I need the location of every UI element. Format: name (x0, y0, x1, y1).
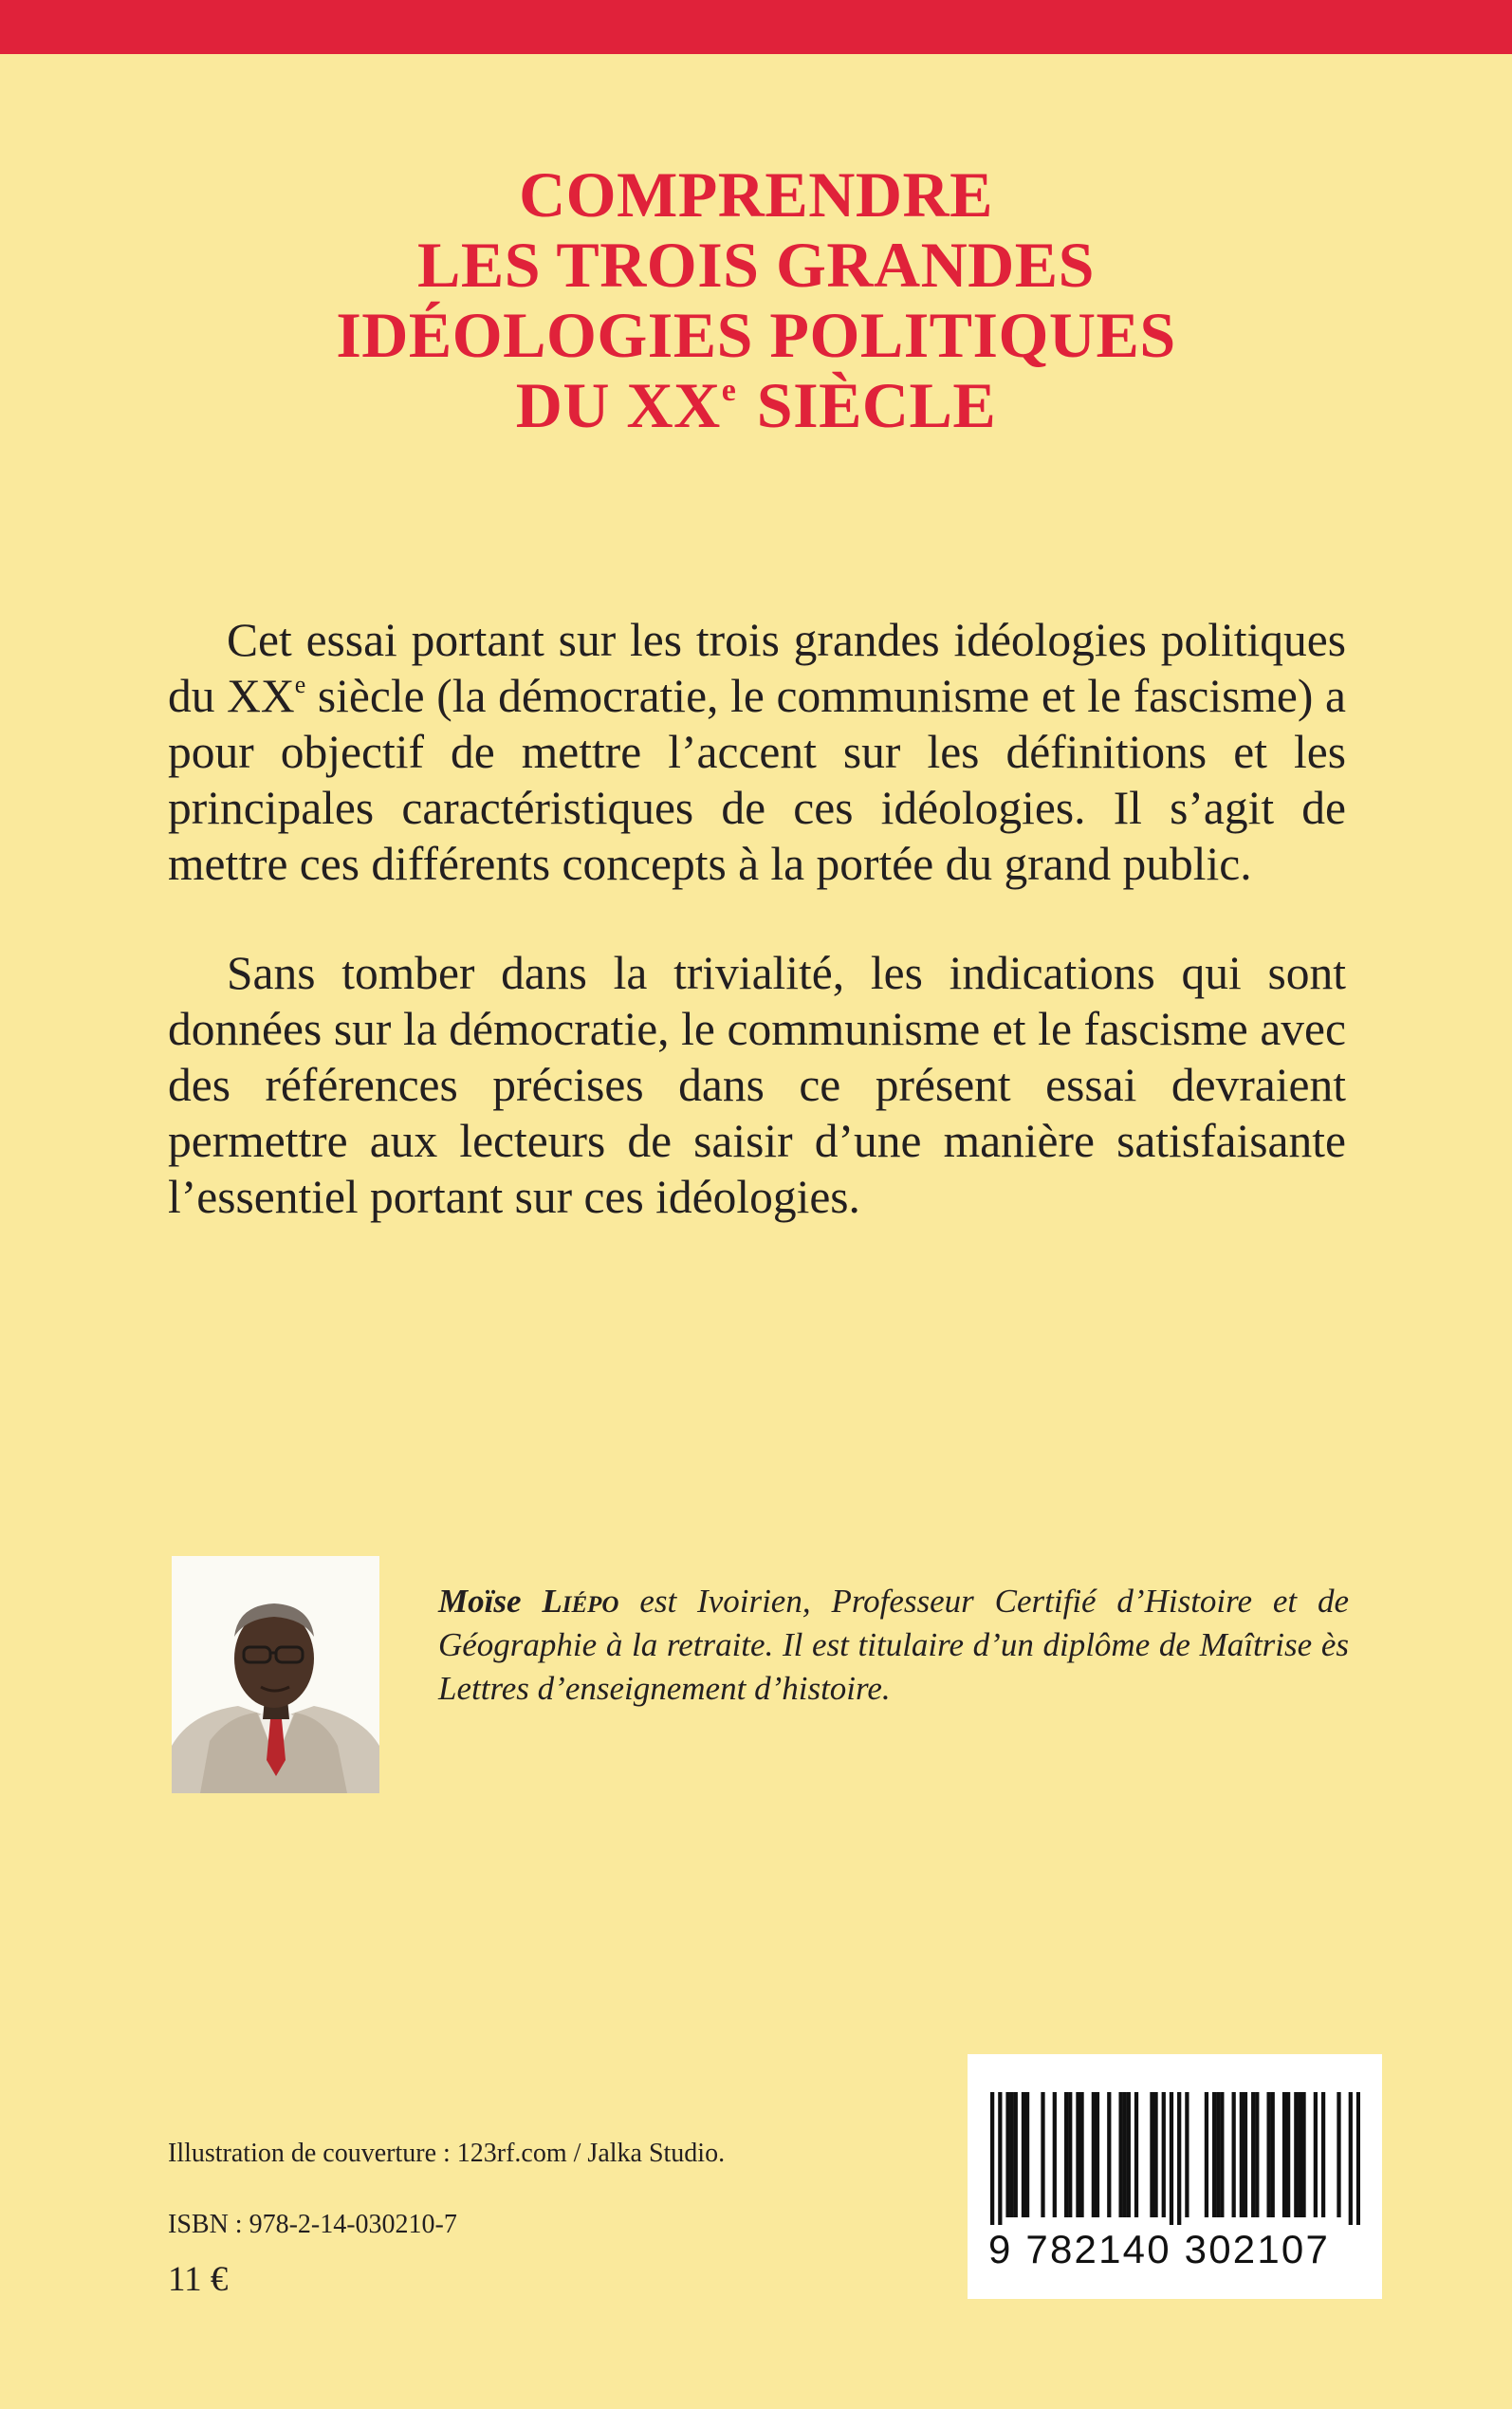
barcode-bar (1064, 2092, 1068, 2217)
barcode-bar (1298, 2092, 1301, 2217)
barcode-bar (1244, 2092, 1247, 2217)
barcode-bar (1134, 2092, 1138, 2217)
barcode-bar (1170, 2092, 1173, 2225)
author-bio-body: est Ivoirien, Professeur Certifié d’Histoire et de Géographie à la retraite. Il est titulaire d’un diplôme de Maîtrise ès Lettres d’enseignement d’histoire. (438, 1583, 1350, 1707)
title-superscript: e (721, 373, 737, 408)
barcode-bar (1162, 2092, 1166, 2217)
description-paragraph-1 (168, 612, 1346, 892)
barcode-bar (1321, 2092, 1325, 2217)
barcode-bar (1185, 2092, 1189, 2217)
barcode-digits: 9 782140 302107 (988, 2227, 1330, 2271)
description-p1-end: siècle (la démocratie, le communisme et le fascisme) a pour objectif de mettre l’accent sur les définitions et les principales caractéristiques de ces idéologies. Il s’agit de mettre ces différents concepts à la portée du grand public. (168, 670, 1347, 890)
barcode-bar (1251, 2092, 1255, 2217)
barcode-bar (1266, 2092, 1270, 2217)
author-photo (172, 1556, 379, 1793)
barcode-bar (1079, 2092, 1083, 2217)
barcode-bar (1068, 2092, 1072, 2217)
barcode-bar (1005, 2092, 1009, 2217)
barcode-bar (1255, 2092, 1259, 2217)
barcode-bar (990, 2092, 994, 2225)
author-first-name: Moïse (438, 1583, 522, 1620)
barcode-bar (1294, 2092, 1298, 2217)
price-label: 11 € (168, 2260, 229, 2299)
barcode-bar (1092, 2092, 1096, 2217)
barcode-bar (998, 2092, 1002, 2225)
barcode-bar (1205, 2092, 1208, 2217)
top-color-band (0, 0, 1512, 54)
author-bio (438, 1580, 1349, 1711)
barcode-bar (1022, 2092, 1025, 2217)
barcode-bar (1010, 2092, 1014, 2217)
author-bio-text (438, 1580, 1349, 1711)
title-line-1: COMPRENDRE (519, 158, 993, 231)
barcode-bar (1212, 2092, 1216, 2217)
title-line-4-start: DU XX (515, 369, 721, 441)
barcode-bar (1356, 2092, 1360, 2225)
description-paragraph-2: Sans tomber dans la trivialité, les indications qui sont données sur la démocratie, le communisme et le fascisme avec des références précises dans ce présent essai devraient permettre aux lecteurs de saisir d’une manière satisfaisante l’essentiel portant sur ces idéologies. (168, 947, 1346, 1223)
barcode-bar (1337, 2092, 1340, 2217)
barcode-icon (990, 2092, 1360, 2225)
barcode-bar (1123, 2092, 1127, 2217)
barcode-bar (1014, 2092, 1018, 2217)
barcode-bar (1240, 2092, 1244, 2217)
isbn-label: ISBN : 978-2-14-030210-7 (168, 2210, 457, 2239)
barcode-bar (1216, 2092, 1220, 2217)
barcode-bar (1286, 2092, 1290, 2217)
barcode-bar (1025, 2092, 1029, 2217)
barcode-bar (1220, 2092, 1224, 2217)
barcode-bar (1282, 2092, 1286, 2217)
title-line-4 (0, 370, 1512, 440)
barcode-bar (1271, 2092, 1275, 2217)
barcode-bar (1053, 2092, 1057, 2217)
barcode-panel (968, 2054, 1382, 2299)
barcode-bar (1107, 2092, 1111, 2217)
description-p1-start: Cet essai portant sur les trois grandes idéologies politiques du XX (168, 614, 1346, 722)
description-superscript: e (294, 671, 306, 698)
author-portrait-illustration (172, 1556, 379, 1793)
barcode-bar (1301, 2092, 1305, 2217)
barcode-bar (1314, 2092, 1318, 2217)
barcode-bar (1153, 2092, 1157, 2217)
barcode-bar (1232, 2092, 1236, 2217)
title-line-4-end: SIÈCLE (756, 369, 997, 441)
title-line-3: IDÉOLOGIES POLITIQUES (336, 299, 1176, 371)
barcode-bar (1096, 2092, 1099, 2217)
barcode-bar (1041, 2092, 1044, 2217)
barcode-bar (1118, 2092, 1122, 2217)
title-line-2: LES TROIS GRANDES (417, 229, 1095, 301)
barcode-bar (1127, 2092, 1131, 2217)
barcode-bar (1349, 2092, 1353, 2225)
barcode-bar (1076, 2092, 1079, 2217)
book-title (0, 159, 1512, 440)
barcode-bar (1177, 2092, 1181, 2225)
illustration-credit: Illustration de couverture : 123rf.com / Jalka Studio. (168, 2139, 726, 2168)
barcode-bar (1150, 2092, 1153, 2217)
author-last-name: Liépo (542, 1583, 619, 1620)
book-description (168, 612, 1346, 1225)
